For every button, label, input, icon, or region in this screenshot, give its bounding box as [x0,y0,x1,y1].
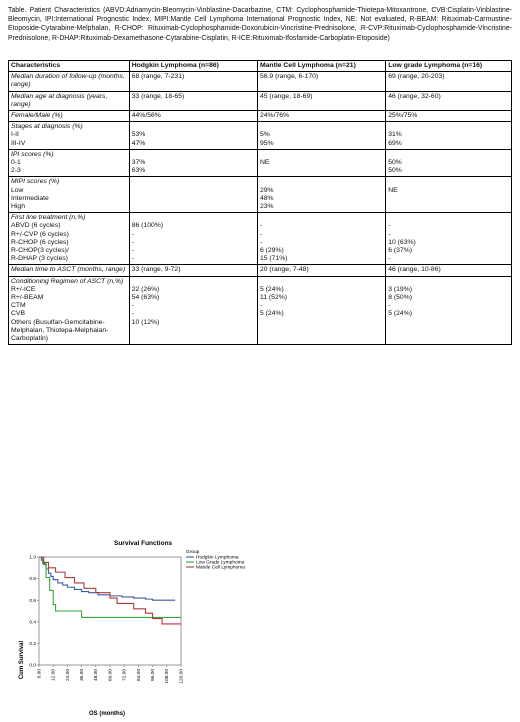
x-tick-label: 48.00 [94,669,100,682]
row-characteristic [9,265,130,276]
cell-lg: 3 (19%) 8 (50%) - 5 (24%) [386,276,512,345]
row-characteristic [9,72,130,91]
row-subitem: R-DHAP (3 cycles) [11,255,68,263]
cell-mcl: - - - 6 (29%) 15 (71%) [257,213,385,265]
cell-hl [129,177,257,213]
cell-lg: 69 (range, 20-203) [386,72,512,91]
row-characteristic [9,276,130,345]
row-subitem: Low [11,186,24,194]
cell-lg: 46 (range, 32-60) [386,91,512,110]
table-row [9,177,512,213]
legend-label: Low Grade Lymphoma [196,560,245,566]
row-subitem: 2-3 [11,167,21,175]
row-label: MIPI scores (%) [11,178,60,186]
cell-mcl: NE [257,149,385,177]
legend [186,555,245,571]
header-hodgkin: Hodgkin Lymphoma (n=86) [129,61,257,72]
row-subitem: R+/-BEAM [11,294,44,302]
cell-hl: 33 (range, 18-65) [129,91,257,110]
table-row [9,72,512,91]
cell-hl: 33 (range, 9-72) [129,265,257,276]
row-subitem: R-CHOP(3 cycles)/ [11,247,69,255]
row-characteristic [9,111,130,122]
row-subitem: CVB [11,310,25,318]
cell-hl: 44%/56% [129,111,257,122]
x-tick-label: 84.00 [136,669,142,682]
cell-hl: 68 (range, 7-231) [129,72,257,91]
cell-mcl: 45 (range, 18-69) [257,91,385,110]
cell-lg: 46 (range, 10-86) [386,265,512,276]
row-subitem: CTM [11,302,26,310]
cell-lg: - - 10 (63%) 6 (37%) - [386,213,512,265]
row-subitem: Others (Busulfan-Gemcitabine-Melphalan, Thiotepa-Melphalan-Carboplatin) [11,318,109,343]
x-tick-label: 0.00 [37,669,43,679]
table-row [9,111,512,122]
row-label: Conditioning Regimen of ASCT (n,%) [11,277,124,285]
x-tick-label: 120.00 [179,669,185,684]
table-row [9,149,512,177]
cell-mcl: 29% 48% 23% [257,177,385,213]
x-tick-label: 24.00 [65,669,71,682]
row-characteristic [9,122,130,150]
cell-lg: 50% 50% [386,149,512,177]
x-tick-label: 108.00 [165,669,171,684]
x-tick-label: 36.00 [80,669,85,682]
cell-mcl: 20 (range, 7-48) [257,265,385,276]
row-label: IPI scores (%) [11,150,54,158]
cell-lg: NE [386,177,512,213]
cell-mcl: 5 (24%) 11 (52%) - 5 (24%) [257,276,385,345]
cell-hl: 53% 47% [129,122,257,150]
table-header-row [9,61,512,72]
header-mantle-cell: Mantle Cell Lymphoma (n=21) [257,61,385,72]
plot-frame [37,557,181,667]
row-subitem: R-CHOP (6 cycles) [11,238,69,246]
y-tick-label: 1.0 [29,555,36,561]
row-subitem: III-IV [11,139,26,147]
x-tick-label: 72.00 [122,669,128,682]
y-axis-label: Cum Survival [19,640,25,680]
table-body [9,72,512,345]
row-label: Median time to ASCT (months, range) [11,266,126,274]
legend-label: Hodgkin Lymphoma [196,555,239,561]
legend-label: Mantle Cell Lymphoma [196,565,245,571]
row-label: First line treatment (n,%) [11,214,86,222]
y-tick-label: 0.2 [29,642,36,647]
x-tick-label: 60.00 [108,669,114,682]
header-low-grade: Low grade Lymphoma (n=16) [386,61,512,72]
table-row [9,276,512,345]
row-subitem: ABVD (6 cycles) [11,222,61,230]
table-row [9,91,512,110]
table-row [9,122,512,150]
y-tick-label: 0.6 [29,598,36,604]
legend-title: Group [186,550,200,555]
row-characteristic [9,177,130,213]
row-characteristic [9,149,130,177]
x-axis-label: OS (months) [89,711,125,717]
chart-title: Survival Functions [114,540,173,547]
cell-mcl: 56.9 (range, 6-170) [257,72,385,91]
table-row [9,213,512,265]
cell-hl: 37% 63% [129,149,257,177]
table-row [9,265,512,276]
x-tick-label: 96.00 [151,669,156,682]
header-characteristics: Characteristics [9,61,130,72]
table-caption: Table. Patient Characteristics (ABVD:Adriamycin-Bleomycin-Vinblastine-Dacarbazine, CTM: Cyclophosphamide-Thiotepa-Mitoxantrone, CVB:Cisplatin-Vinblastine-Bleomycin, IPI:International Prognostic Index, MIPI:Mantle Cell Lymphoma International Prognostic Index, NE: Not evaluated, R-BEAM: Rituximab-Carmustine-Etoposide-Cytarabine-Melphalan, R-CHOP: Rituximab-Cyclophosphamide-Doxorubicin-Vincristine-Prednisolone, R-CVP:Rituximab-Cyclophosphamide-Vincristine-Prednisolone, R-DHAP:Rituximab-Dexamethasone-Cytarabine-Cisplatin, R-ICE:Rituximab-Ifosfamide-Carboplatin-Etoposide) [8,7,512,42]
y-tick-label: 0.8 [29,577,36,583]
patient-characteristics-table [8,60,512,345]
cell-mcl: 24%/76% [257,111,385,122]
row-label: Stages at diagnosis (%) [11,123,83,131]
cell-lg: 31% 69% [386,122,512,150]
row-subitem: High [11,203,25,211]
row-characteristic [9,213,130,265]
row-subitem: 0-1 [11,159,21,167]
row-characteristic [9,91,130,110]
row-label: Median age at diagnosis (years, range) [11,92,108,108]
cell-lg: 25%/75% [386,111,512,122]
cell-hl: 22 (26%) 54 (63%) - - 10 (12%) [129,276,257,345]
row-subitem: Intermediate [11,194,49,202]
cell-mcl: 5% 95% [257,122,385,150]
y-tick-label: 0.0 [29,663,36,669]
row-subitem: R+/-CVP (6 cycles) [11,230,69,238]
row-label: Median duration of follow-up (months, range) [11,73,125,89]
survival-chart [0,532,520,722]
x-tick-label: 12.00 [51,669,57,682]
y-tick-label: 0.4 [29,620,36,626]
row-label: Female/Male (%) [11,112,63,120]
cell-hl: 86 (100%) - - - - [129,213,257,265]
row-subitem: I-II [11,131,19,139]
row-subitem: R+/-ICE [11,285,36,293]
